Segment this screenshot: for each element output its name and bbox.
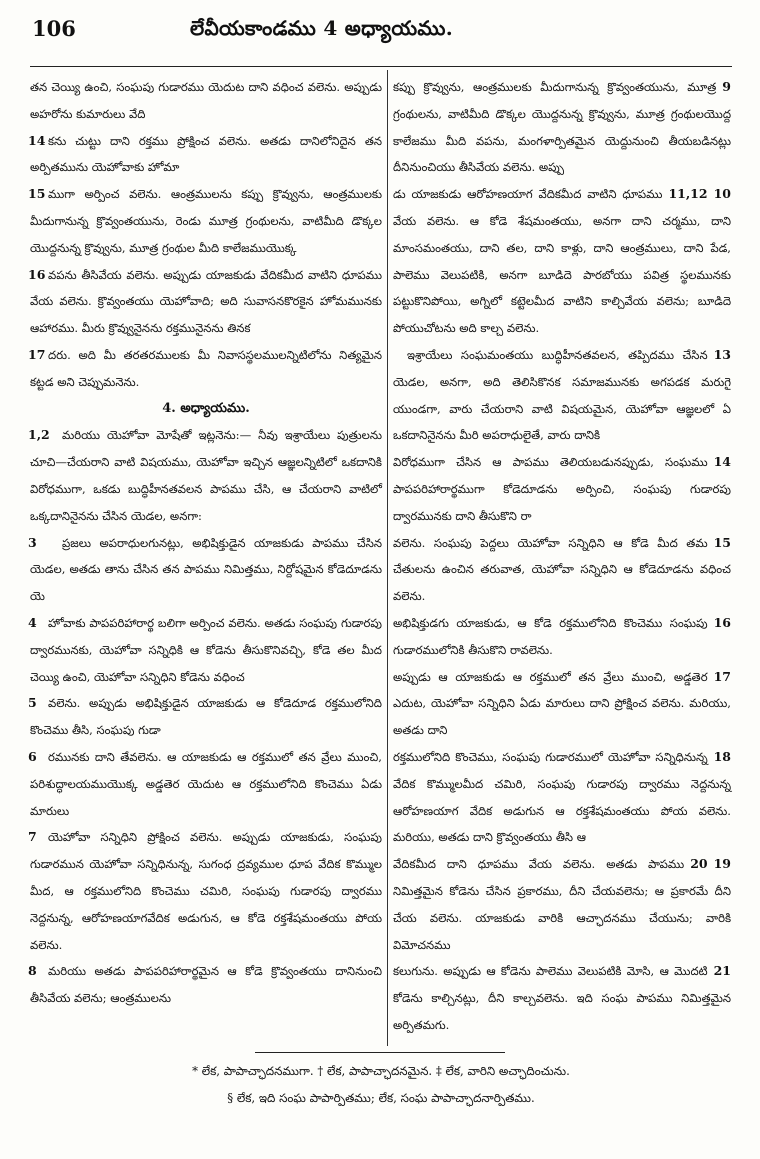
verse-text: వేదికమీద దాని ధూపము వేయ వలెను. అతడు పాపము నిమిత్తమైన కోడెను చేసిన ప్రకారము, దీని చేయవలెను; ఆ ప్రకారమే దీని చేయ వలెను. యాజకుడు వారికి ఆచ్ఛాదనము చేయును; వారికి విమోచనము — [393, 857, 731, 952]
paragraph — [30, 610, 382, 690]
paragraph — [393, 342, 731, 449]
verse-text: వలెను. అప్పుడు అభిషిక్తుడైన యాజకుడు ఆ కోడెదూడ రక్తములోనిది కొంచెము తీసి, సంఘపు గుడా — [30, 696, 382, 738]
paragraph — [30, 262, 382, 342]
paragraph — [30, 824, 382, 958]
paragraph — [30, 181, 382, 261]
verse-number: 14 — [713, 454, 731, 470]
paragraph — [393, 610, 731, 664]
verse-number: 6 — [28, 748, 37, 764]
verse-number: 21 — [713, 963, 731, 979]
paragraph — [393, 851, 731, 958]
verse-text: విరోధముగా చేసిన ఆ పాపము తెలియబడునప్పుడు, సంఘము పాపపరిహారార్థముగా కోడెదూడను అర్పించి, సంఘపు గుడారపు ద్వారమునకు దాని తీసుకొని రా — [393, 455, 731, 523]
verse-number: 3 — [28, 534, 37, 550]
verse-number: 17 — [28, 346, 46, 362]
verse-text: కప్పు క్రొవ్వును, ఆంత్రములకు మీదుగానున్న క్రొవ్వంతయును, మూత్ర గ్రంథులను, వాటిమీది డొక్కల యొద్దనున్న క్రొవ్వును, మూత్ర గ్రంథులయొద్ద కాలేజము మీది వపను, మంగళార్పితమైన యెద్దునుంచి తీయబడినట్లు దీనినుంచియు తీసివేయ వలెను. అప్పు — [393, 80, 731, 175]
verse-text: ఇశ్రాయేలు సంఘమంతయు బుద్ధిహీనతవలన, తప్పిదము చేసిన యెడల, అనగా, అది తెలిసికొనక సమాజమునకు అగపడక మరుగై యుండగా, వారు చేయరాని వాటి విషయమైన, యెహోవా ఆజ్ఞలలో ఏ ఒకదానినైనను మీరి అపరాధులైతే, వారు దానికి — [393, 347, 731, 443]
paragraph — [30, 128, 382, 182]
page-number: 106 — [32, 16, 76, 41]
verse-number: 19 — [713, 856, 731, 872]
verse-text: వలెను. సంఘపు పెద్దలు యెహోవా సన్నిధిని ఆ కోడె మీద తమ చేతులను ఉంచిన తరువాత, యెహోవా సన్నిధిని ఆ కోడెదూడను వధించ వలెను. — [393, 535, 731, 604]
verse-text: హోవాకు పాపపరిహారార్థ బలిగా అర్పించ వలెను. అతడు సంఘపు గుడారపు ద్వారమునకు, యెహోవా సన్నిధికి ఆ కోడెను తీసుకొనివచ్చి, కోడె తల మీద చెయ్యి ఉంచి, యెహోవా సన్నిధిని కోడెను వధించ — [30, 615, 382, 684]
paragraph — [393, 181, 731, 342]
verse-number: 1,2 — [28, 427, 50, 443]
verse-number: 7 — [28, 829, 37, 845]
verse-text: ముగా అర్పించ వలెను. ఆంత్రములను కప్పు క్రొవ్వును, ఆంత్రములకు మీదుగానున్న క్రొవ్వంతయును, రెండు మూత్ర గ్రంథులను, వాటిమీది డొక్కల యొద్దనున్న క్రొవ్వును, మూత్ర గ్రంథుల మీది కాలేజముయొక్క — [30, 187, 382, 255]
verse-number: 4 — [28, 614, 37, 630]
paragraph — [30, 958, 382, 1012]
verse-text: రమునకు దాని తేవలెను. ఆ యాజకుడు ఆ రక్తములో తన వ్రేలు ముంచి, పరిశుద్ధాలయముయొక్క అడ్డతెర యెదుట ఆ రక్తములోనిది కొంచెము ఏడు మారులు — [30, 749, 382, 818]
paragraph — [30, 530, 382, 610]
verse-text: డు యాజకుడు ఆరోహణయాగ వేదికమీద వాటిని ధూపము వేయ వలెను. ఆ కోడె శేషమంతయు, అనగా దాని చర్మము, దాని మాంసమంతయు, దాని తల, దాని కాళ్లు, దాని ఆంత్రములు, దాని పేడ, పాలెము వెలుపటికి, అనగా బూడిదె పారబోయు పవిత్ర స్థలమునకు పట్టుకొనిపోయి, అగ్నిలో కట్టెలమీద వాటిని కాల్చివేయ వలెను; బూడిదె పోయుచోటను అది కాల్చ వలెను. — [393, 187, 731, 336]
verse-number: 9 — [722, 79, 731, 94]
verse-number: 17 — [713, 668, 731, 684]
verse-number: 8 — [28, 963, 37, 979]
paragraph — [30, 422, 382, 529]
top-rule — [30, 66, 732, 67]
verse-number: 16 — [28, 266, 46, 282]
footnote-rule — [255, 1052, 505, 1053]
footnote-line: * లేక, పాపాచ్ఛాదనముగా. † లేక, పాపాచ్ఛాదనమైన. ‡ లేక, వారిని అచ్ఛాదించును. — [192, 1064, 570, 1078]
verse-number: 20 — [690, 856, 708, 872]
verse-text: మరియు అతడు పాపపరిహారార్థమైన ఆ కోడె క్రొవ్వంతయు దానినుంచి తీసివేయ వలెను; ఆంత్రములను — [30, 964, 382, 1006]
verse-number: 13 — [713, 346, 731, 362]
chapter-heading: 4. అధ్యాయము. — [162, 400, 250, 416]
paragraph — [393, 449, 731, 529]
verse-text: దరు. అది మీ తరతరములకు మీ నివాసస్థలములన్నిటిలోను నిత్యమైన కట్టడ అని చెప్పుమనెను. — [30, 347, 382, 389]
footnote-line: § లేక, ఇది సంఘ పాపార్పితము; లేక, సంఘ పాపాచ్ఛాదనార్పితము. — [227, 1091, 535, 1105]
right-column — [393, 74, 731, 1048]
verse-text: కలుగును. అప్పుడు ఆ కోడెను పాలెము వెలుపటికి మోసి, ఆ మొదటి కోడెను కాల్చినట్లు, దీని కాల్చవలెను. ఇది సంఘ పాపము నిమిత్తమైన అర్పితమగు. — [393, 964, 731, 1032]
running-head: లేవీయకాండము 4 అధ్యాయము. — [190, 16, 454, 40]
column-divider — [387, 70, 388, 1046]
verse-text: అప్పుడు ఆ యాజకుడు ఆ రక్తములో తన వ్రేలు ముంచి, అడ్డతెర ఎదుట, యెహోవా సన్నిధిని ఏడు మారులు దాని ప్రోక్షించ వలెను. మరియు, అతడు దాని — [393, 669, 731, 738]
left-column — [30, 74, 382, 1048]
verse-number: 11,12 — [668, 186, 708, 202]
verse-text: మరియు యెహోవా మోషేతో ఇట్లనెను:— నీవు ఇశ్రాయేలు పుత్రులను చూచి—చేయరాని వాటి విషయము, యెహోవా ఇచ్చిన ఆజ్ఞలన్నిటిలో ఒకదానికి విరోధముగా, ఒకడు బుద్ధిహీనతవలన పాపము చేసి, ఆ చేయరాని వాటిలో ఒక్కదానినైనను చేసిన యెడల, అనగా: — [30, 428, 382, 523]
paragraph — [30, 690, 382, 744]
paragraph — [393, 958, 731, 1038]
paragraph — [393, 744, 731, 851]
paragraph: తన చెయ్యి ఉంచి, సంఘపు గుడారము యెదుట దాని వధించ వలెను. అప్పుడు అహరోను కుమారులు వేది — [30, 80, 382, 121]
paragraph — [393, 664, 731, 744]
verse-number: 10 — [713, 186, 731, 202]
verse-text: వపను తీసివేయ వలెను. అప్పుడు యాజకుడు వేదికమీద వాటిని ధూపము వేయ వలెను. క్రొవ్వంతయు యెహోవాది; అది సువాసనకొరకైన హోమమునకు ఆహారము. మీరు క్రొవ్వునైనను రక్తమునైనను తినక — [30, 267, 382, 336]
verse-number: 5 — [28, 695, 37, 711]
paragraph — [30, 342, 382, 396]
verse-number: 16 — [713, 614, 731, 630]
paragraph — [30, 744, 382, 824]
verse-number: 15 — [713, 534, 731, 550]
footnotes — [30, 1058, 732, 1112]
verse-text: యెహోవా సన్నిధిని ప్రోక్షించ వలెను. అప్పుడు యాజకుడు, సంఘపు గుడారమున యెహోవా సన్నిధినున్న, సుగంధ ద్రవ్యముల ధూప వేదిక కొమ్ముల మీద, ఆ రక్తములోనిది కొంచెము చమిరి, సంఘపు గుడారపు ద్వారము నెద్దనున్న, ఆరోహణయాగవేదిక అడుగున, ఆ కోడె రక్తశేషమంతయు పోయ వలెను. — [30, 830, 382, 952]
verse-number: 14 — [28, 132, 46, 148]
verse-number: 18 — [713, 748, 731, 764]
paragraph — [393, 74, 731, 181]
verse-text: రక్తములోనిది కొంచెము, సంఘపు గుడారములో యెహోవా సన్నిధినున్న వేదిక కొమ్ములమీద చమిరి, సంఘపు గుడారపు ద్వారము నెద్దనున్న ఆరోహణయాగ వేదిక అడుగున ఆ రక్తశేషమంతయు పోయ వలెను. మరియు, అతడు దాని క్రొవ్వంతయు తీసి ఆ — [393, 749, 731, 845]
paragraph — [393, 530, 731, 610]
verse-text: ప్రజలు అపరాధులగునట్లు, అభిషిక్తుడైన యాజకుడు పాపము చేసిన యెడల, అతడు తాను చేసిన తన పాపము నిమిత్తము, నిర్దోషమైన కోడెదూడను యె — [30, 535, 382, 604]
verse-text: అభిషిక్తుడగు యాజకుడు, ఆ కోడె రక్తములోనిది కొంచెము సంఘపు గుడారములోనికి తీసుకొని రావలెను. — [393, 615, 708, 657]
verse-number: 15 — [28, 186, 46, 202]
verse-text: కను చుట్టు దాని రక్తము ప్రోక్షించ వలెను. అతడు దానిలోనిదైన తన అర్పితమును యెహోవాకు హోమా — [30, 133, 382, 175]
